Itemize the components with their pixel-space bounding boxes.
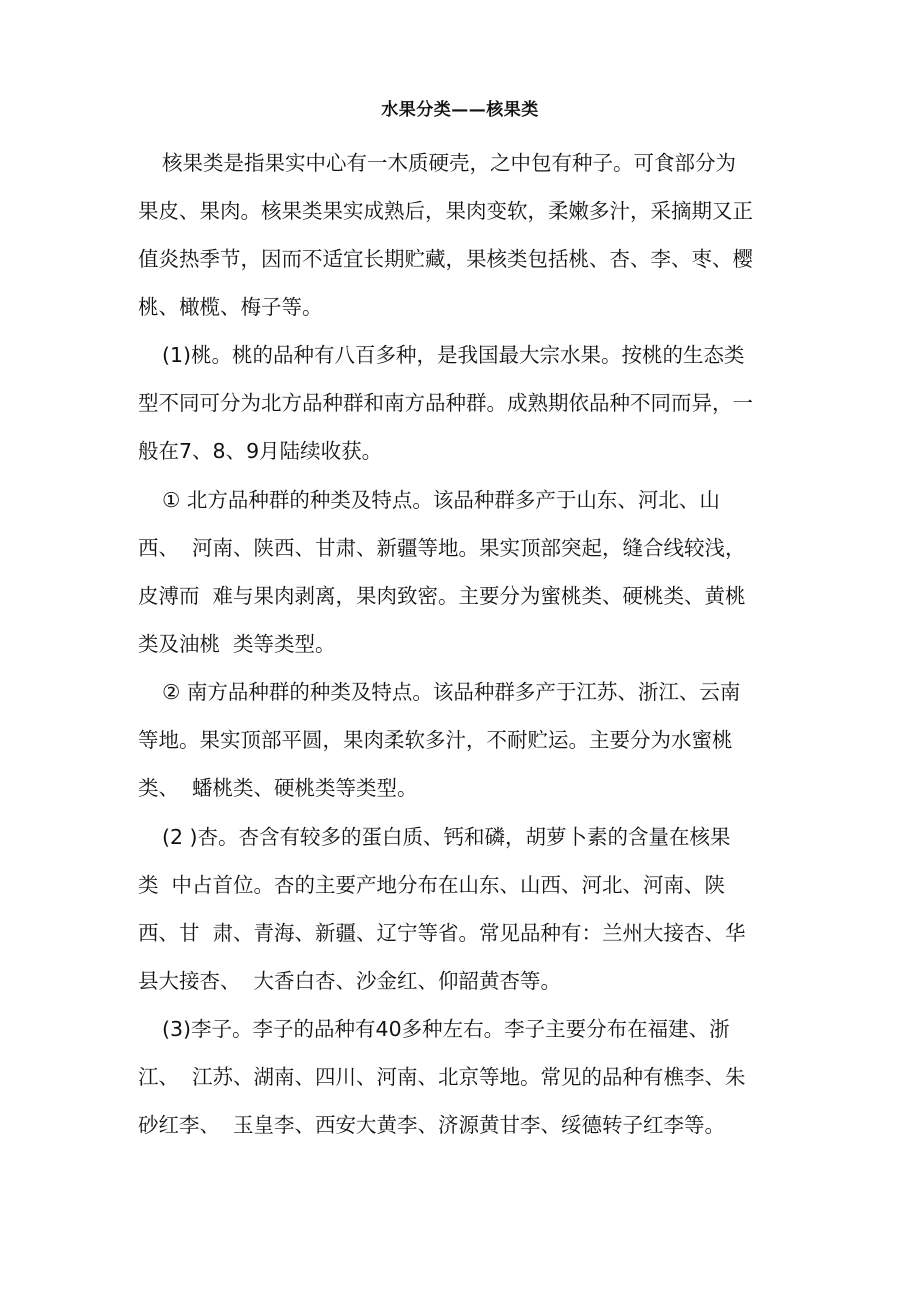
apricot-line-4: 县大接杏、 大香白杏、沙金红、仰韶黄杏等。 (138, 969, 562, 993)
plum-line-1: (3)李子。李子的品种有40多种左右。李子主要分布在福建、浙 (162, 1017, 730, 1041)
plum-line-3: 砂红李、 玉皇李、西安大黄李、济源黄甘李、绥德转子红李等。 (138, 1113, 726, 1137)
document-title: 水果分类——核果类 (381, 100, 539, 120)
peach-line-2: 型不同可分为北方品种群和南方品种群。成熟期依品种不同而异，一 (138, 391, 753, 415)
peach-south-line-1: ② 南方品种群的种类及特点。该品种群多产于江苏、浙江、云南 (162, 680, 741, 704)
peach-south-line-3: 类、 蟠桃类、硬桃类等类型。 (138, 776, 418, 800)
intro-line-1: 核果类是指果实中心有一木质硬壳，之中包有种子。可食部分为 (162, 151, 736, 175)
peach-north-line-2: 西、 河南、陕西、甘肃、新疆等地。果实顶部突起，缝合线较浅， (138, 536, 746, 560)
apricot-line-3: 西、甘 肃、青海、新疆、辽宁等省。常见品种有：兰州大接杏、华 (138, 921, 746, 945)
peach-north-line-3: 皮溥而 难与果肉剥离，果肉致密。主要分为蜜桃类、硬桃类、黄桃 (138, 584, 746, 608)
peach-line-1: (1)桃。桃的品种有八百多种，是我国最大宗水果。按桃的生态类 (162, 343, 745, 367)
apricot-line-1: (2 )杏。杏含有较多的蛋白质、钙和磷，胡萝卜素的含量在核果 (162, 825, 731, 849)
intro-line-2: 果皮、果肉。核果类果实成熟后，果肉变软，柔嫩多汁，采摘期又正 (138, 199, 753, 223)
plum-line-2: 江、 江苏、湖南、四川、河南、北京等地。常见的品种有樵李、朱 (138, 1065, 746, 1089)
peach-line-3: 般在7、8、9月陆续收获。 (138, 439, 383, 463)
peach-north-line-4: 类及油桃 类等类型。 (138, 632, 336, 656)
peach-north-line-1: ① 北方品种群的种类及特点。该品种群多产于山东、河北、山 (162, 488, 720, 512)
intro-line-4: 桃、橄榄、梅子等。 (138, 295, 323, 319)
intro-line-3: 值炎热季节，因而不适宜长期贮藏，果核类包括桃、杏、李、枣、樱 (138, 247, 753, 271)
peach-south-line-2: 等地。果实顶部平圆，果肉柔软多汁，不耐贮运。主要分为水蜜桃 (138, 728, 733, 752)
apricot-line-2: 类 中占首位。杏的主要产地分布在山东、山西、河北、河南、陕 (138, 873, 726, 897)
